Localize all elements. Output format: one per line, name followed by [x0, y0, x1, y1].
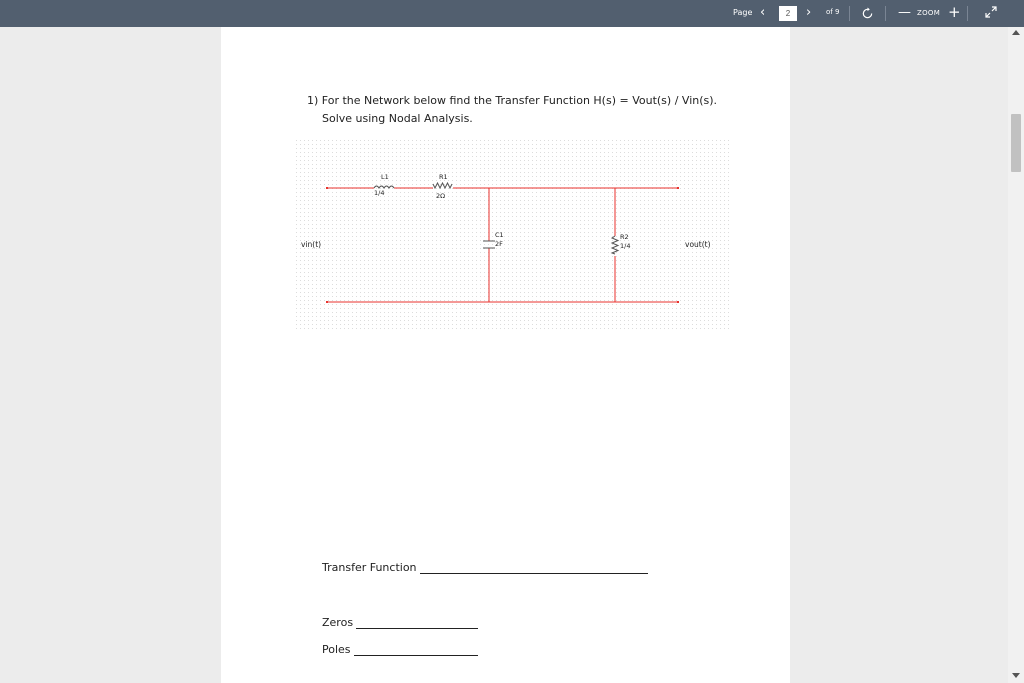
zoom-label: ZOOM [917, 9, 941, 17]
zoom-in-button[interactable]: + [948, 3, 961, 21]
zoom-out-button[interactable]: — [898, 5, 911, 20]
transfer-function-label: Transfer Function [322, 561, 417, 574]
scrollbar-thumb[interactable] [1011, 114, 1021, 172]
output-voltage-label: vout(t) [685, 240, 711, 249]
poles-label: Poles [322, 643, 351, 656]
vertical-scrollbar[interactable] [1008, 27, 1024, 683]
question-text [307, 92, 777, 128]
page-label: Page [733, 8, 753, 17]
page-count-label: of 9 [826, 8, 840, 16]
question-line-2: Solve using Nodal Analysis. [322, 112, 473, 125]
previous-page-button[interactable]: ‹ [760, 5, 766, 20]
zeros-label: Zeros [322, 616, 354, 629]
c1-name-label: C1 [495, 231, 504, 239]
r1-value-label: 2Ω [436, 192, 446, 200]
answer-line [354, 644, 478, 656]
expand-icon[interactable] [985, 6, 997, 18]
transfer-function-field [322, 561, 648, 574]
l1-value-label: 1/4 [374, 189, 385, 197]
scroll-down-arrow-icon[interactable] [1012, 673, 1020, 678]
question-line-1: 1) For the Network below find the Transfer Function H(s) = Vout(s) / Vin(s). [307, 94, 718, 107]
r1-name-label: R1 [439, 173, 448, 181]
answer-line [356, 617, 478, 629]
answer-line [420, 562, 648, 574]
toolbar-divider [885, 6, 886, 21]
r2-name-label: R2 [620, 233, 629, 241]
viewer-toolbar [0, 0, 1024, 27]
toolbar-divider [849, 6, 850, 21]
poles-field [322, 643, 478, 656]
rotate-icon[interactable] [861, 7, 874, 20]
l1-name-label: L1 [381, 173, 389, 181]
schematic-grid [295, 139, 731, 329]
document-page [221, 27, 790, 683]
page-number-input[interactable] [779, 6, 797, 21]
toolbar-divider [967, 6, 968, 21]
scroll-up-arrow-icon[interactable] [1012, 30, 1020, 35]
zeros-field [322, 616, 478, 629]
next-page-button[interactable]: › [806, 5, 812, 20]
input-voltage-label: vin(t) [301, 240, 322, 249]
r2-value-label: 1/4 [620, 242, 631, 250]
c1-value-label: 2F [495, 240, 503, 248]
circuit-diagram [295, 139, 731, 329]
